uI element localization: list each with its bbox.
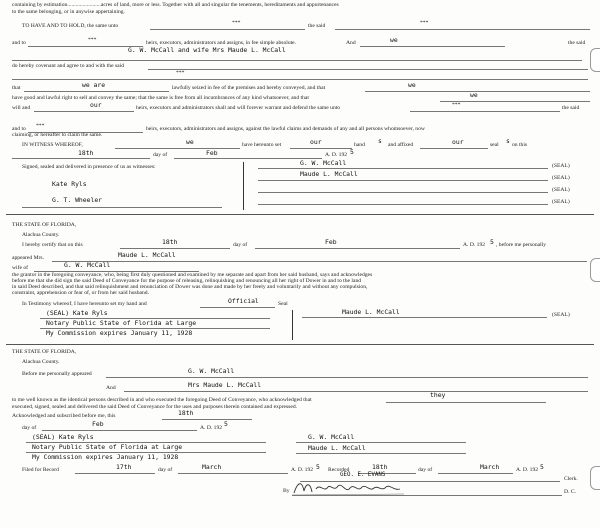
typed-year: 5 (490, 238, 494, 246)
notary-commission: My Commission expires January 11, 1928 (46, 329, 193, 337)
day-of-label: day of (158, 467, 173, 473)
county-label: Alachua County. (22, 232, 60, 238)
witness-1-signature: Kate Ryls (52, 180, 87, 188)
and-to-label: and to (12, 40, 26, 46)
notary-title: Notary Public State of Florida at Large (46, 319, 197, 327)
typed-name-2: Mrs Maude L. McCall (188, 381, 262, 389)
typed-filed-year: 5 (316, 463, 320, 471)
seal-label: (SEAL) (552, 312, 570, 318)
typed-day: 18th (162, 238, 178, 246)
day-of-label: day of (233, 242, 248, 248)
ack-body-2: before me that she did sign the said Deed of Conveyance for the purpose of releasing, relinquishing and renouncing all her right of Dower in and to the land (12, 278, 362, 284)
ack-body-3: in said Deed described, and that said relinquishment and renunciation of Dower was done and made by her freely and voluntarily and without any compulsion, (12, 284, 368, 290)
seal-label: (SEAL) (552, 199, 570, 205)
dc-label: D. C. (564, 489, 576, 495)
typed-rec-year: 5 (540, 463, 544, 471)
seal-label: seal (490, 142, 499, 148)
typed-year: 5 (350, 148, 354, 156)
typed-name-1: G. W. McCall (188, 367, 235, 375)
typed-s: s (506, 137, 510, 145)
day-of-label: day of (22, 425, 37, 431)
typed-official: Official (228, 297, 259, 305)
typed-day: 18th (78, 149, 94, 157)
by-label: By (283, 488, 290, 494)
dots-marker: *** (88, 37, 97, 43)
clerk-name: GEO. E. EVANS (340, 472, 386, 478)
typed-we: we (186, 138, 194, 146)
seal-label: (SEAL) (552, 175, 570, 181)
signed-sealed-delivered: Signed, sealed and delivered in presence of us as witnesses: (22, 164, 156, 170)
typed-we: we (408, 81, 416, 89)
typed-grantors: G. W. McCall and wife Mrs Maude L. McCall (128, 46, 286, 54)
typed-we-are: we are (82, 81, 106, 89)
typed-we: we (390, 36, 398, 44)
typed-year: 5 (224, 420, 228, 428)
typed-filed-day: 17th (116, 463, 132, 471)
notary-seal-name: (SEAL) Kate Ryls (32, 433, 94, 441)
binder-hole (590, 48, 600, 72)
grantor-1-signature: G. W. McCall (300, 159, 347, 167)
signer-2-signature: Maude L. McCall (308, 444, 366, 452)
binder-hole (590, 466, 600, 490)
certify-label: I hereby certify that on this (22, 242, 83, 248)
year-prefix: A. D. 192 (516, 467, 539, 473)
year-prefix: A. D. 192 (325, 152, 348, 158)
year-prefix: A. D. 192 (463, 242, 486, 248)
typed-month: Feb (92, 420, 104, 428)
day-of-label: day of (153, 152, 168, 158)
subscribed-label: Acknowledged and subscribed before me, this (12, 413, 116, 419)
state-of-florida: THE STATE OF FLORIDA, (12, 222, 77, 228)
notary-seal-name: (SEAL) Kate Ryls (46, 309, 108, 317)
grantor-2-signature: Maude L. McCall (300, 170, 358, 178)
typed-we: we (470, 91, 478, 99)
typed-month: Feb (325, 238, 337, 246)
the-said-label: the said (308, 23, 326, 29)
claiming-line: claiming, or hereafter to claim the same. (12, 132, 103, 138)
and-label: And (106, 385, 116, 391)
recorded-label: Recorded (328, 467, 350, 473)
seal-word: Seal (278, 301, 288, 307)
typed-filed-month: March (202, 463, 222, 471)
do-hereby-covenant: do hereby covenant and agree to and with the said (12, 63, 124, 69)
dots-marker: *** (36, 123, 45, 129)
binder-hole (590, 258, 600, 282)
and-to-label: and to (12, 126, 26, 132)
the-said-label: the said (568, 40, 586, 46)
typed-husband: G. W. McCall (64, 261, 111, 269)
signer-signature: Maude L. McCall (342, 308, 400, 316)
typed-month: Feb (206, 149, 218, 157)
the-said-label: the said (562, 105, 580, 111)
typed-our: our (90, 101, 102, 109)
lawfully-seized: lawfully seized in fee of the premises and hereby conveyed, and that (172, 85, 326, 91)
warranty-line-2: to the same belonging, or in anywise appertaining. (12, 9, 125, 15)
on-this-label: on this (512, 142, 528, 148)
county-label: Alachua County. (22, 359, 60, 365)
have-hereunto-set: have hereunto set (242, 142, 282, 148)
appeared-mrs: appeared Mrs. (12, 255, 44, 261)
seal-label: (SEAL) (552, 163, 570, 169)
before-me-appeared: Before me personally appeared (22, 371, 92, 377)
will-and-label: will and (12, 105, 31, 111)
before-me-label: , before me personally (496, 242, 547, 248)
typed-name: Maude L. McCall (118, 251, 176, 259)
testimony-label: In Testimony whereof, I have hereunto set my hand and (22, 301, 147, 307)
known-label: to me well known as the identical persons described in and who executed the foregoing Deed of Conveyance, who acknowledged that (12, 397, 312, 403)
notary-title: Notary Public State of Florida at Large (32, 443, 183, 451)
typed-our: our (452, 138, 464, 146)
typed-our: our (310, 138, 322, 146)
typed-they: they (430, 391, 446, 399)
dots-marker: *** (420, 20, 429, 26)
signer-1-signature: G. W. McCall (308, 433, 355, 441)
ack-body-1: the grantor in the foregoing conveyance, who, being first duly questioned and examined by me separate and apart from her said husband, says and acknowledges (12, 272, 373, 278)
hand-label: hand (354, 142, 365, 148)
executed-label: executed, signed, sealed and delivered the said Deed of Conveyance for the uses and purposes therein contained and expressed. (12, 404, 298, 410)
wife-of-label: wife of (12, 265, 28, 271)
that-label: that (12, 85, 21, 91)
have-good-right: have good and lawful right to sell and convey the same; that the same is free from all incumbrances of any kind whatsoever, and that (12, 95, 309, 101)
heirs-executors-2: heirs, executors, administrators and assigns, against the lawful claims and demands of any and all persons whomsoever, now (146, 126, 425, 132)
typed-rec-month: March (480, 463, 500, 471)
ack-body-4: constraint, apprehension or fear of, or from her said husband. (12, 290, 150, 296)
typed-s: s (378, 137, 382, 145)
clerk-label: Clerk. (564, 476, 578, 482)
dots-marker: *** (232, 20, 241, 26)
to-have-and-hold: TO HAVE AND TO HOLD, the same unto (22, 23, 119, 29)
witness-2-signature: G. T. Wheeler (52, 196, 103, 204)
and-label: And (346, 40, 356, 46)
state-of-florida: THE STATE OF FLORIDA, (12, 349, 77, 355)
day-of-label: day of (418, 467, 433, 473)
typed-day: 18th (178, 409, 194, 417)
dots-marker: *** (452, 102, 461, 108)
warranty-line-1: containing by estimation........................acres of land, more or less. Together with all and singular the tenements, hereditaments and appurtenances (12, 2, 339, 8)
year-prefix: A. D. 192 (200, 425, 223, 431)
notary-commission: My Commission expires January 11, 1928 (32, 453, 179, 461)
witness-whereof: IN WITNESS WHEREOF, (22, 142, 83, 148)
filed-for-record: Filed for Record (22, 467, 59, 473)
dots-marker: *** (176, 70, 185, 76)
year-prefix: A. D. 192 (291, 467, 314, 473)
seal-label: (SEAL) (552, 187, 570, 193)
heirs-clause: heirs, executors, administrators and assigns, in fee simple absolute. (146, 40, 297, 46)
typed-rec-day: 18th (372, 463, 388, 471)
and-affixed: and affixed (388, 142, 414, 148)
heirs-executors: heirs, executors and administrators shall and will forever warrant and defend the same unto (136, 105, 341, 111)
